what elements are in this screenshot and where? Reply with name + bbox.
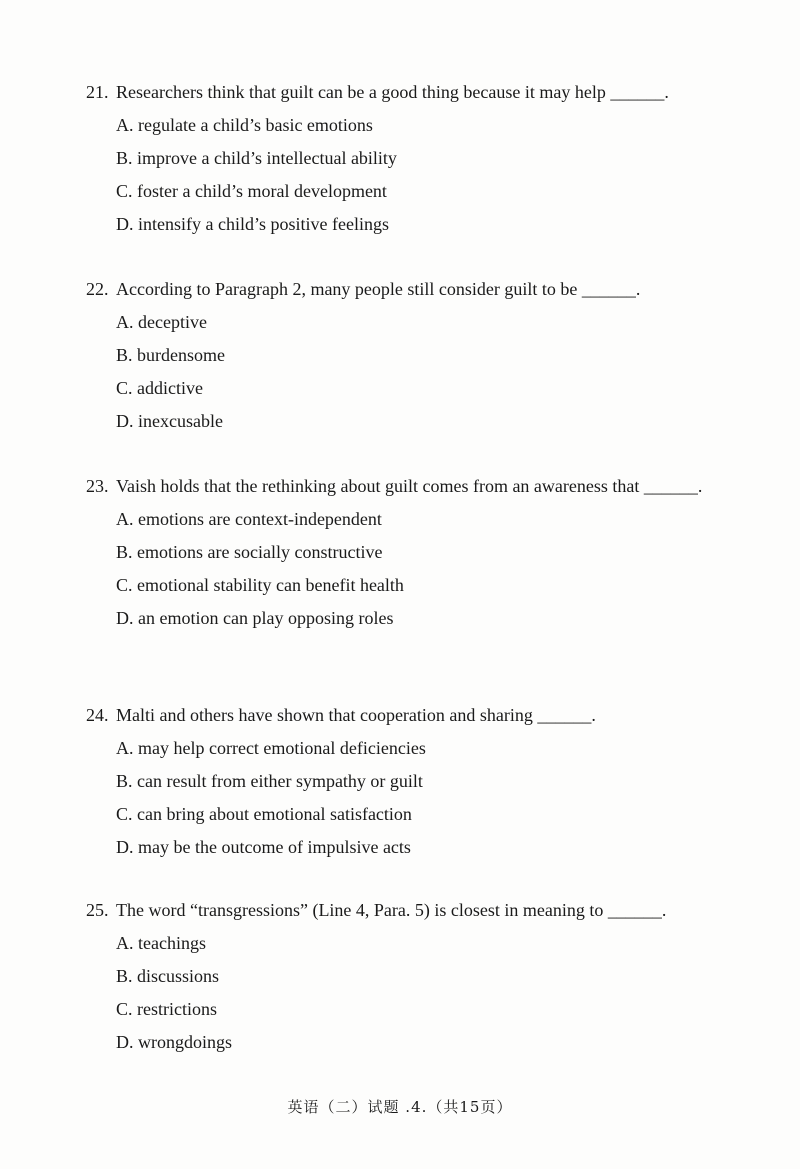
option-a: A. may help correct emotional deficiencies — [116, 738, 426, 758]
question-text: The word “transgressions” (Line 4, Para. 5) is closest in meaning to ______. — [116, 900, 667, 920]
question-stem — [86, 470, 720, 503]
question-text: Malti and others have shown that cooperation and sharing ______. — [116, 705, 596, 725]
question-22 — [86, 273, 720, 438]
option-c: C. addictive — [116, 378, 203, 398]
option-d: D. intensify a child’s positive feelings — [116, 214, 389, 234]
question-number: 25. — [86, 900, 109, 920]
option-d: D. wrongdoings — [116, 1032, 232, 1052]
option-c: C. emotional stability can benefit health — [116, 575, 404, 595]
question-21 — [86, 76, 720, 241]
option-list — [86, 503, 720, 635]
option-b: B. discussions — [116, 966, 220, 986]
option-b: B. emotions are socially constructive — [116, 542, 383, 562]
option-b: B. improve a child’s intellectual ability — [116, 148, 397, 168]
option-a: A. emotions are context-independent — [116, 509, 382, 529]
option-a: A. deceptive — [116, 312, 207, 332]
question-number: 23. — [86, 476, 109, 496]
option-list — [86, 927, 720, 1059]
question-number: 24. — [86, 705, 109, 725]
question-text: According to Paragraph 2, many people still consider guilt to be ______. — [116, 279, 641, 299]
question-text: Researchers think that guilt can be a good thing because it may help ______. — [116, 82, 669, 102]
option-a: A. teachings — [116, 933, 206, 953]
question-number: 21. — [86, 82, 109, 102]
option-list — [86, 306, 720, 438]
question-stem — [86, 894, 720, 927]
question-25 — [86, 894, 720, 1059]
question-text: Vaish holds that the rethinking about guilt comes from an awareness that ______. — [116, 476, 703, 496]
option-a: A. regulate a child’s basic emotions — [116, 115, 373, 135]
page-footer: 英语（二）试题 .4.（共15页） — [287, 1098, 513, 1116]
option-c: C. foster a child’s moral development — [116, 181, 387, 201]
option-d: D. inexcusable — [116, 411, 223, 431]
question-stem — [86, 273, 720, 306]
option-b: B. can result from either sympathy or guilt — [116, 771, 423, 791]
option-list — [86, 732, 720, 864]
question-stem — [86, 76, 720, 109]
option-c: C. restrictions — [116, 999, 217, 1019]
option-c: C. can bring about emotional satisfaction — [116, 804, 412, 824]
question-number: 22. — [86, 279, 109, 299]
option-list — [86, 109, 720, 241]
option-d: D. an emotion can play opposing roles — [116, 608, 394, 628]
option-b: B. burdensome — [116, 345, 225, 365]
question-24 — [86, 699, 720, 864]
option-d: D. may be the outcome of impulsive acts — [116, 837, 411, 857]
question-stem — [86, 699, 720, 732]
question-23 — [86, 470, 720, 635]
